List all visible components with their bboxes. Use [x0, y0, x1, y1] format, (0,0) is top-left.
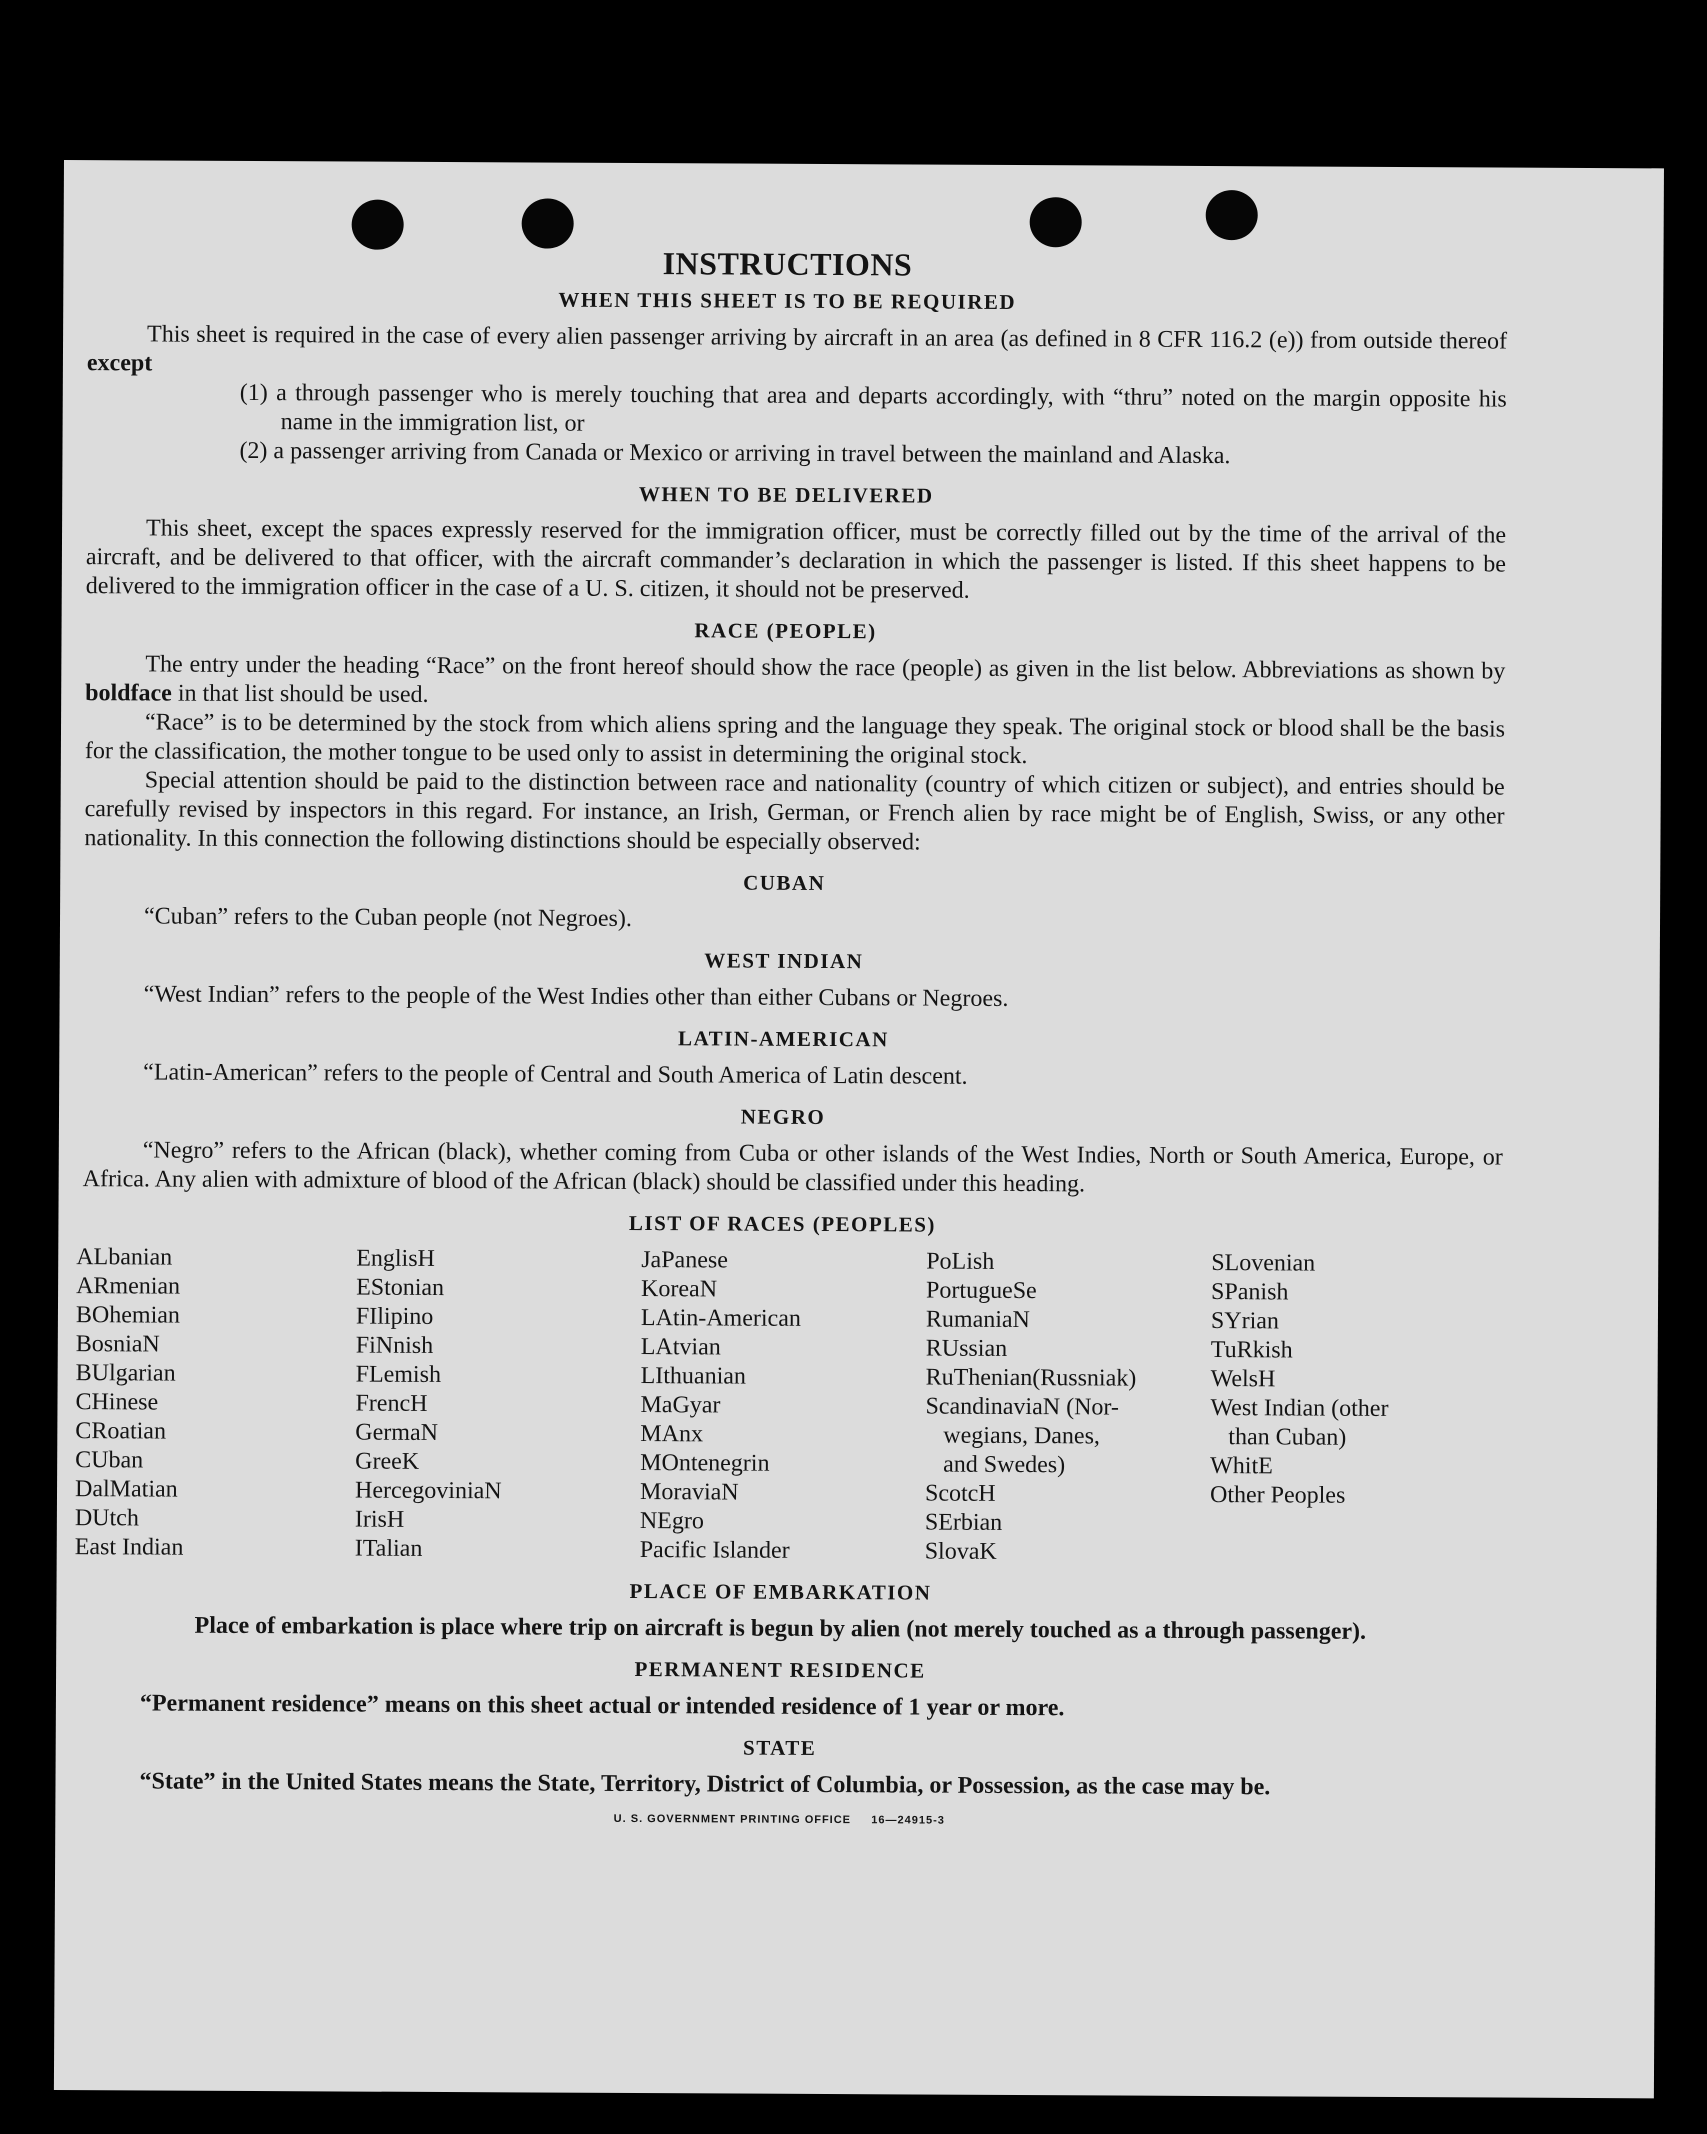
race-item: BUlgarian	[75, 1360, 176, 1387]
race-paragraph-2: “Race” is to be determined by the stock from which aliens spring and the language they speak. The original stock or blood shall be the basis for the classification, the mother tongue to be used only to assist in determining the original stock.	[84, 709, 1506, 770]
race-item: East Indian	[74, 1534, 184, 1561]
race-item: SErbian	[924, 1509, 1003, 1536]
race-item: JaPanese	[641, 1247, 728, 1274]
race-item: TuRkish	[1210, 1337, 1293, 1364]
races-list	[61, 1243, 1503, 1570]
race-item: WelsH	[1210, 1366, 1276, 1393]
race-item: SYrian	[1210, 1308, 1280, 1335]
race-item: SlovaK	[924, 1538, 997, 1565]
required-item-2: (2) a passenger arriving from Canada or Mexico or arriving in travel between the mainland and Alaska.	[239, 437, 1231, 470]
section-heading-cuban: CUBAN	[743, 870, 826, 895]
section-heading-negro: NEGRO	[740, 1104, 826, 1129]
race-item: FrencH	[355, 1390, 428, 1417]
race-item: RumaniaN	[925, 1306, 1030, 1334]
race-item: wegians, Danes,	[925, 1422, 1101, 1450]
race-item: LAtvian	[640, 1334, 721, 1361]
section-heading-state: STATE	[743, 1735, 817, 1760]
punch-hole	[1030, 197, 1082, 247]
race-item: MOntenegrin	[640, 1450, 770, 1477]
race-item: and Swedes)	[925, 1451, 1066, 1479]
race-p1-text-end: in that list should be used.	[171, 680, 429, 708]
race-item: EStonian	[356, 1274, 445, 1302]
race-item: ALbanian	[76, 1244, 173, 1271]
required-intro-text: This sheet is required in the case of every alien passenger arriving by aircraft in an area (as defined in 8 CFR 116.2 (e)) from outside thereof	[147, 321, 1508, 355]
punch-hole	[1206, 190, 1258, 240]
race-item: DalMatian	[74, 1476, 178, 1503]
required-item-1: (1) a through passenger who is merely touching that area and departs accordingly, with “thru” noted on the margin opposite his name in the immigration list, or	[239, 379, 1507, 437]
race-item: CRoatian	[75, 1418, 167, 1445]
race-item: FiNnish	[355, 1332, 434, 1359]
section-heading-west-indian: WEST INDIAN	[704, 948, 864, 974]
race-item: FIlipino	[355, 1303, 434, 1330]
race-item: BosniaN	[75, 1331, 160, 1358]
latin-american-text: “Latin-American” refers to the people of Central and South America of Latin descent.	[143, 1059, 968, 1090]
race-item: KoreaN	[641, 1276, 718, 1303]
required-intro	[67, 320, 1507, 386]
race-item: GermaN	[355, 1419, 439, 1446]
race-item: MaGyar	[640, 1392, 721, 1419]
section-heading-required: WHEN THIS SHEET IS TO BE REQUIRED	[558, 287, 1017, 314]
section-heading-residence: PERMANENT RESIDENCE	[634, 1657, 926, 1683]
race-item: ARmenian	[76, 1273, 181, 1300]
race-item: IrisH	[354, 1506, 405, 1533]
race-item	[1210, 1510, 1490, 1540]
race-item: SPanish	[1211, 1279, 1289, 1306]
race-item: MoraviaN	[639, 1479, 739, 1506]
embarkation-text: Place of embarkation is place where trip on aircraft is begun by alien (not merely touched as a through passenger).	[194, 1612, 1367, 1645]
race-item: ScandinaviaN (Nor-	[925, 1393, 1120, 1421]
race-item: PoLish	[926, 1248, 995, 1275]
page-title: INSTRUCTIONS	[662, 245, 913, 283]
race-item: than Cuban)	[1210, 1424, 1347, 1451]
required-intro-except: except	[86, 350, 153, 377]
race-item: ITalian	[354, 1535, 423, 1562]
west-indian-text: “West Indian” refers to the people of the West Indies other than either Cubans or Negroes.	[143, 981, 1009, 1012]
race-item: RUssian	[925, 1335, 1008, 1362]
race-item: PortugueSe	[926, 1277, 1037, 1305]
race-item: CHinese	[75, 1389, 159, 1416]
section-heading-latin-american: LATIN-AMERICAN	[677, 1026, 889, 1052]
punch-hole	[352, 200, 404, 250]
race-p1-text: The entry under the heading “Race” on the front hereof should show the race (people) as given in the list below. Abbreviations as shown by	[145, 651, 1506, 685]
race-item: Other Peoples	[1209, 1482, 1346, 1509]
race-paragraph-3: Special attention should be paid to the distinction between race and nationality (country of which citizen or subject), and entries should be carefully revised by inspectors in this regard. For instance, an Irish, German, or French alien by race might be of English, Swiss, or any other nationality. In this connection the following distinctions should be especially observed:	[84, 767, 1505, 856]
section-heading-embarkation: PLACE OF EMBARKATION	[629, 1578, 932, 1605]
delivered-text: This sheet, except the spaces expressly reserved for the immigration officer, must be correctly filled out by the time of the arrival of the aircraft, and be delivered to that officer, with the aircraft commander’s declaration in which the passenger is listed. If this sheet happens to be delivered to the immigration officer in the case of a U. S. citizen, it should not be preserved.	[85, 515, 1507, 604]
printing-office-footer: U. S. GOVERNMENT PRINTING OFFICE 16—24915-3	[613, 1812, 945, 1827]
race-item: Pacific Islander	[639, 1537, 790, 1564]
race-item: GreeK	[355, 1448, 420, 1475]
negro-text: “Negro” refers to the African (black), whether coming from Cuba or other islands of the West Indies, North or South America, Europe, or Africa. Any alien with admixture of blood of the African (black) should be classified under this heading.	[82, 1137, 1503, 1198]
race-item	[1210, 1539, 1490, 1569]
form-sheet	[54, 160, 1664, 2098]
residence-text: “Permanent residence” means on this sheet actual or intended residence of 1 year or more.	[139, 1690, 1065, 1722]
race-item: ScotcH	[924, 1480, 996, 1507]
punch-hole	[522, 198, 574, 248]
section-heading-race: RACE (PEOPLE)	[694, 618, 877, 644]
cuban-text: “Cuban” refers to the Cuban people (not Negroes).	[143, 903, 632, 932]
race-item: EnglisH	[356, 1245, 435, 1272]
race-item: NEgro	[639, 1508, 704, 1535]
race-paragraph-1	[65, 650, 1505, 716]
race-p1-boldface: boldface	[85, 680, 172, 707]
race-item: CUban	[75, 1447, 144, 1474]
race-item: RuThenian(Russniak)	[925, 1364, 1137, 1392]
race-item: MAnx	[640, 1421, 704, 1448]
race-item: LIthuanian	[640, 1363, 747, 1390]
race-item: BOhemian	[75, 1302, 181, 1329]
list-of-races-heading: LIST OF RACES (PEOPLES)	[628, 1210, 936, 1237]
race-item: FLemish	[355, 1361, 442, 1388]
state-text: “State” in the United States means the State, Territory, District of Columbia, or Possession, as the case may be.	[139, 1768, 1271, 1801]
section-heading-delivered: WHEN TO BE DELIVERED	[638, 482, 934, 508]
race-item: LAtin-American	[640, 1305, 801, 1332]
race-item: HercegoviniaN	[354, 1477, 502, 1505]
race-item: WhitE	[1210, 1453, 1273, 1480]
race-item: West Indian (other	[1210, 1395, 1389, 1422]
race-item: DUtch	[74, 1505, 139, 1532]
race-item: SLovenian	[1211, 1250, 1316, 1277]
instructions-content	[59, 242, 1507, 1830]
